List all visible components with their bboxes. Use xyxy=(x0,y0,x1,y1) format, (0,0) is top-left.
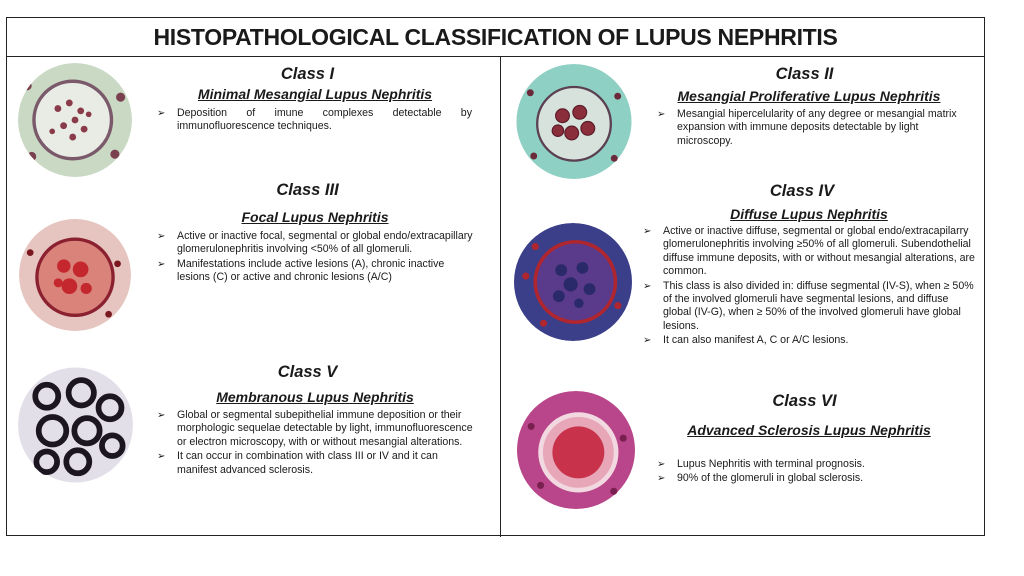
list-item: ➢ Active or inactive diffuse, segmental or global endo/extracapilarry glomerulonephritis involving ≥50% of all glomeruli. Subendothelial diffuse immune deposits, with or without mesangial alterations, are common. xyxy=(643,225,979,279)
list-item: ➢ This class is also divided in: diffuse segmental (IV-S), when ≥ 50% of the involved glomeruli have segmental lesions, and diffuse global (IV-G), when ≥ 50% of the involved glomeruli have global lesions. xyxy=(643,280,979,334)
class-1-micrograph-svg xyxy=(18,63,132,177)
class-1-label: Class I xyxy=(280,65,335,83)
class-4-bullets xyxy=(643,225,979,349)
class-5-bullets xyxy=(157,409,477,478)
class-6-micrograph-icon xyxy=(513,391,639,509)
class-1-name: Minimal Mesangial Lupus Nephritis xyxy=(197,86,433,102)
list-item: ➢ Deposition of imune complexes detectable by immunofluorescence techniques. xyxy=(157,107,472,134)
class-5-micrograph-svg xyxy=(18,365,133,485)
class-4-label: Class IV xyxy=(769,182,835,200)
class-5-label: Class V xyxy=(277,363,338,381)
class-1-micrograph-icon xyxy=(18,63,132,177)
page-title: HISTOPATHOLOGICAL CLASSIFICATION OF LUPUS NEPHRITIS xyxy=(7,18,984,57)
list-item: ➢ 90% of the glomeruli in global sclerosis. xyxy=(657,472,977,485)
class-2-micrograph-icon xyxy=(513,64,635,179)
class-5-name: Membranous Lupus Nephritis xyxy=(216,389,414,405)
class-2-name: Mesangial Proliferative Lupus Nephritis xyxy=(677,88,941,104)
class-6-micrograph-svg xyxy=(513,391,639,509)
class-1-bullets xyxy=(157,107,472,135)
list-item: ➢ Global or segmental subepithelial immune deposition or their morphologic sequelae detectable by light, immunofluorescence or electron microscopy, with or without mesangial alterations. xyxy=(157,409,477,449)
list-item: ➢ Manifestations include active lesions (A), chronic inactive lesions (C) or active and chronic lesions (A/C) xyxy=(157,258,477,285)
class-2-bullets xyxy=(657,108,977,149)
list-item: ➢ It can also manifest A, C or A/C lesions. xyxy=(643,334,979,347)
classification-table xyxy=(6,17,985,536)
class-3-bullets xyxy=(157,230,477,286)
class-4-micrograph-svg xyxy=(513,223,633,341)
class-4-micrograph-icon xyxy=(513,223,633,341)
class-4-name: Diffuse Lupus Nephritis xyxy=(730,206,888,222)
class-6-name: Advanced Sclerosis Lupus Nephritis xyxy=(687,422,931,438)
class-5-micrograph-icon xyxy=(18,365,133,485)
class-2-label: Class II xyxy=(775,65,834,83)
column-divider xyxy=(500,57,501,537)
class-6-label: Class VI xyxy=(772,392,837,410)
list-item: ➢ Lupus Nephritis with terminal prognosis. xyxy=(657,458,977,471)
list-item: ➢ It can occur in combination with class III or IV and it can manifest advanced sclerosis. xyxy=(157,450,477,477)
class-3-micrograph-icon xyxy=(19,216,131,334)
class-6-bullets xyxy=(657,458,977,487)
class-3-name: Focal Lupus Nephritis xyxy=(241,209,389,225)
class-3-micrograph-svg xyxy=(19,216,131,334)
class-2-micrograph-svg xyxy=(513,64,635,179)
class-3-label: Class III xyxy=(276,181,339,199)
list-item: ➢ Mesangial hipercelularity of any degree or mesangial matrix expansion with immune deposits detectable by light microscopy. xyxy=(657,108,977,148)
list-item: ➢ Active or inactive focal, segmental or global endo/extracapillary glomerulonephritis involving <50% of all glomeruli. xyxy=(157,230,477,257)
